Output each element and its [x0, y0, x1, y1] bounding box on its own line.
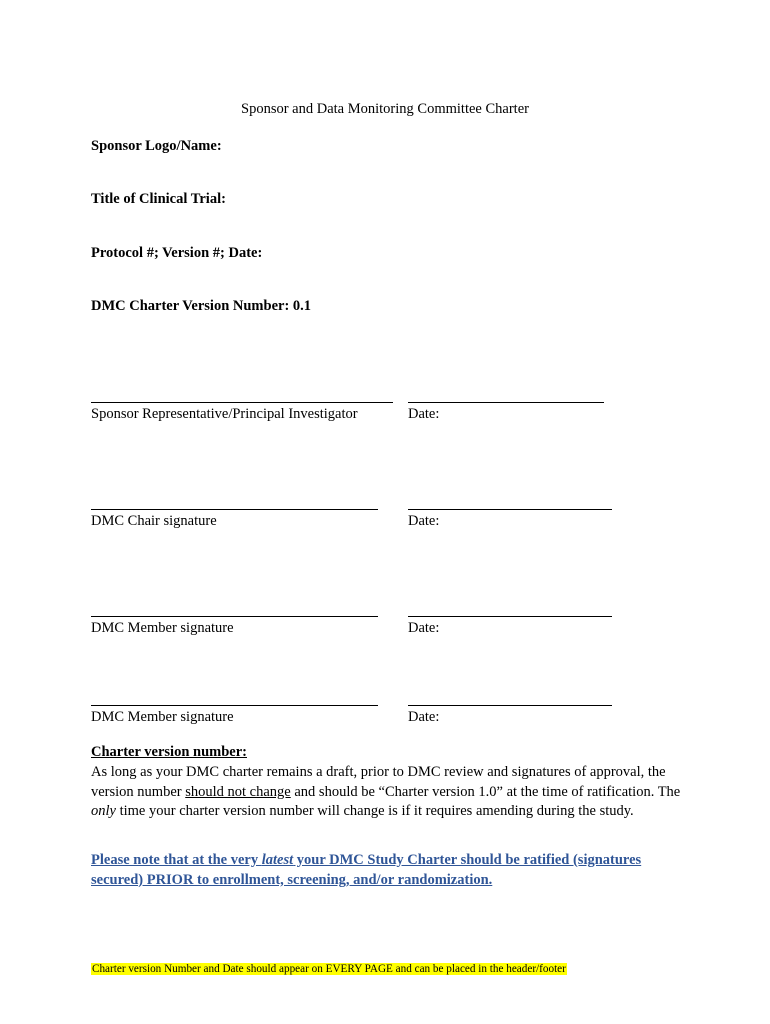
date-line[interactable] [408, 705, 612, 706]
trial-title-label: Title of Clinical Trial: [91, 191, 226, 207]
date-label: Date: [408, 513, 440, 529]
date-label: Date: [408, 406, 440, 422]
date-label: Date: [408, 709, 440, 725]
sponsor-logo-name-label: Sponsor Logo/Name: [91, 138, 222, 154]
charter-version-heading: Charter version number: [91, 744, 247, 760]
paragraph-text: As long as your DMC charter remains a draft, prior to DMC review and signatures of approval, the version number [91, 764, 666, 800]
document-title: Sponsor and Data Monitoring Committee Charter [241, 101, 529, 117]
signature-line[interactable] [91, 509, 378, 510]
note-text: Please note that at the very [91, 852, 262, 868]
paragraph-text: and should be “Charter version 1.0” at the time of ratification. The [290, 783, 681, 800]
date-line[interactable] [408, 402, 604, 403]
signature-line[interactable] [91, 402, 393, 403]
footer-highlight-note: Charter version Number and Date should appear on EVERY PAGE and can be placed in the header/footer [92, 963, 566, 975]
date-line[interactable] [408, 616, 612, 617]
signature-line[interactable] [91, 616, 378, 617]
note-text: your DMC Study Charter should be ratified (signatures secured) PRIOR to enrollment, screening, and/or randomization. [91, 852, 642, 888]
ratification-note [91, 851, 691, 890]
protocol-version-date-label: Protocol #; Version #; Date: [91, 245, 263, 261]
charter-version-paragraph [91, 763, 691, 822]
date-line[interactable] [408, 509, 612, 510]
underlined-phrase: should not change [185, 783, 291, 800]
italic-word: only [91, 803, 116, 820]
date-label: Date: [408, 620, 440, 636]
signature-role-label: Sponsor Representative/Principal Investigator [91, 406, 358, 422]
italic-word: latest [261, 852, 294, 868]
paragraph-text: time your charter version number will change is if it requires amending during the study. [115, 803, 634, 820]
signature-role-label: DMC Member signature [91, 620, 234, 636]
dmc-charter-version-label: DMC Charter Version Number: 0.1 [91, 298, 312, 314]
signature-role-label: DMC Member signature [91, 709, 234, 725]
signature-line[interactable] [91, 705, 378, 706]
signature-role-label: DMC Chair signature [91, 513, 217, 529]
